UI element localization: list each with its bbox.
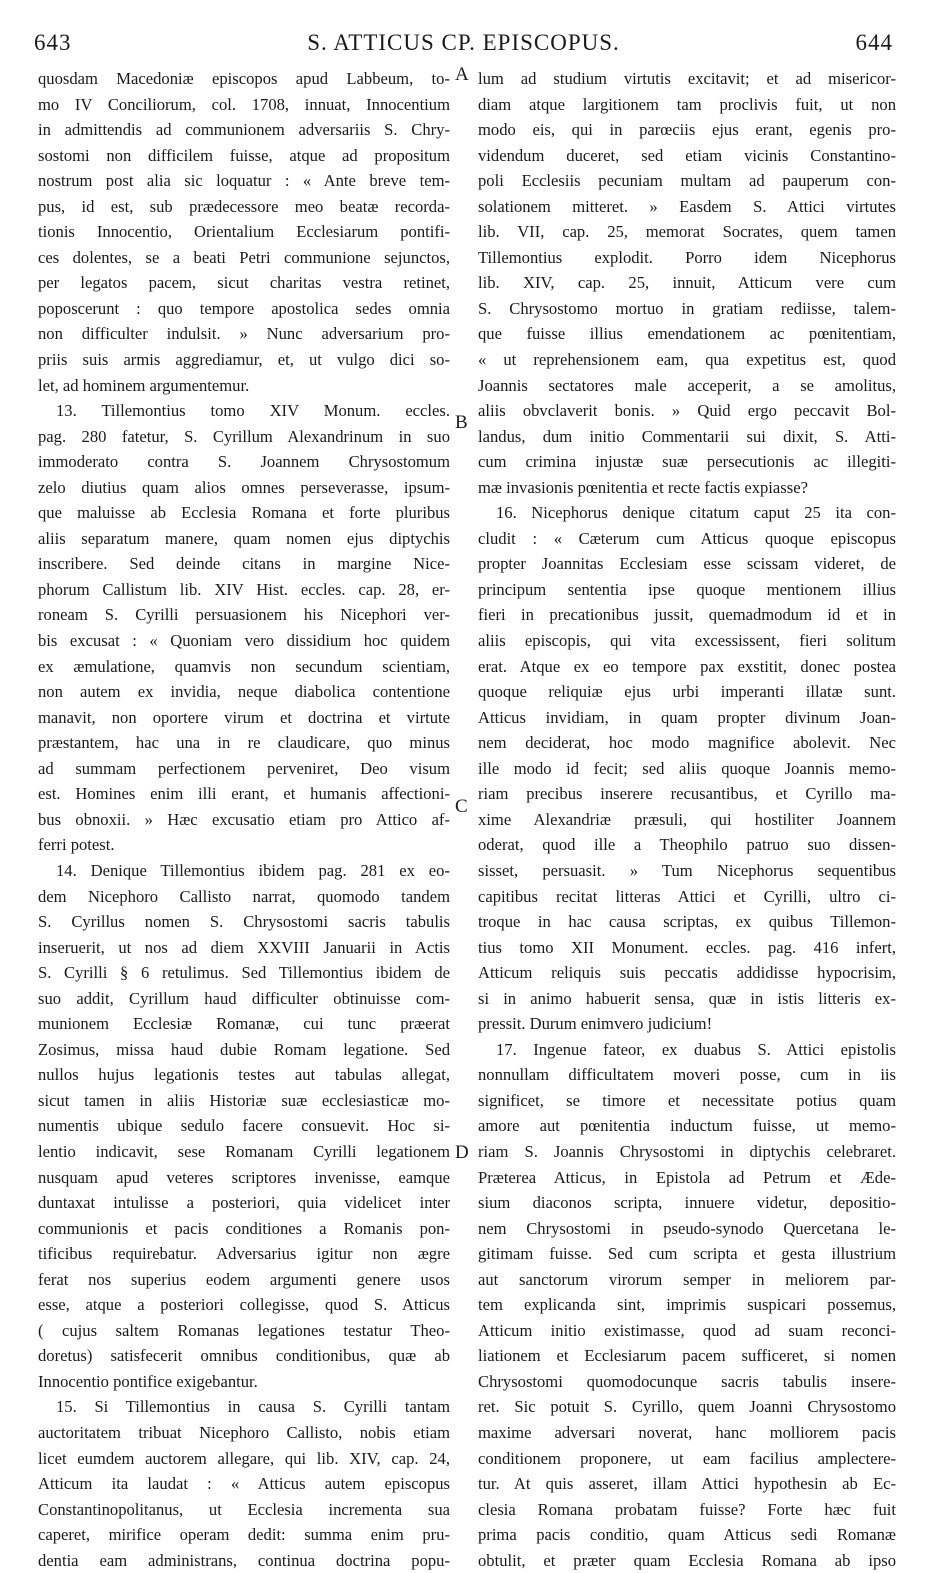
left-column-line: bus obnoxii. » Hæc excusatio etiam pro Attico af- xyxy=(38,809,450,829)
left-column-line: inscribere. Sed deinde citans in margine Nice- xyxy=(38,554,450,574)
right-column-line: clesia Romana probatam fuisse? Forte hæc fuit xyxy=(478,1499,896,1519)
right-column-line: solationem mitteret. » Easdem S. Attici virtutes xyxy=(478,196,896,216)
right-column-line: amore aut pœnitentia inductum fuisse, ut memo- xyxy=(478,1116,896,1136)
left-column-line: Zosimus, missa haud dubie Romam legatione. Sed xyxy=(38,1039,450,1059)
left-column-line: non autem ex invidia, neque diabolica contentione xyxy=(38,682,450,702)
left-column-line: ( cujus saltem Romanas legationes testatur Theo- xyxy=(38,1320,450,1340)
right-column-line: lum ad studium virtutis excitavit; et ad misericor- xyxy=(478,69,896,88)
left-column-line: nusquam apud veteres scriptores invenisse, eamque xyxy=(38,1167,450,1187)
left-column-line: ex æmulatione, quamvis non secundum scientiam, xyxy=(38,656,450,676)
left-column-line: ad summam perfectionem perveniret, Deo visum xyxy=(38,758,450,778)
right-column-line: si in animo habuerit sensa, quæ in istis litteris ex- xyxy=(478,988,896,1008)
left-column-line: lentio indicavit, sese Romanam Cyrilli legationem xyxy=(38,1141,450,1161)
right-text-column xyxy=(478,66,896,1573)
right-column-line: fieri in precationibus jussit, quemadmodum id et in xyxy=(478,605,896,625)
right-column-line: aliis obvclaverit bonis. » Quid ergo peccavit Bol- xyxy=(478,401,896,421)
right-column-line: nem Chrysostomi in pseudo-synodo Quercetana le- xyxy=(478,1218,896,1238)
right-column-line: propter Joannitas Ecclesiam esse scissam videret, de xyxy=(478,554,896,574)
right-column-line: erat. Atque ex eo tempore pax exstitit, donec postea xyxy=(478,656,896,676)
left-column-line: dentia eam administrans, continua doctrina popu- xyxy=(38,1550,450,1570)
left-text-column xyxy=(38,66,450,1573)
right-column-line: sium diaconos scripta, innuere videtur, depositio- xyxy=(478,1193,896,1213)
right-column-line: tem explicanda sint, imprimis suspicari possemus, xyxy=(478,1295,896,1315)
margin-marker-c: C xyxy=(455,796,468,817)
left-column-line: mo IV Conciliorum, col. 1708, innuat, Innocentium xyxy=(38,94,450,114)
left-column-line: esse, atque a posteriori collegisse, quod S. Atticus xyxy=(38,1295,450,1315)
right-column-line: Præterea Atticus, in Epistola ad Petrum et Æde- xyxy=(478,1167,896,1187)
left-column-line: aliis separatum manere, quam nomen ejus diptychis xyxy=(38,528,450,548)
right-column-line: poli Ecclesiis pecuniam multam ad pauperum con- xyxy=(478,171,896,191)
left-column-line: S. Cyrillus nomen S. Chrysostomi sacris tabulis xyxy=(38,912,450,932)
left-page-number: 643 xyxy=(34,30,72,55)
left-column-line: tionis Innocentio, Orientalium Ecclesiarum pontifi- xyxy=(38,222,450,242)
left-column-line: priis suis armis aggrediamur, et, ut vulgo dici so- xyxy=(38,350,450,370)
right-column-line: sisset, persuasit. » Tum Nicephorus sequentibus xyxy=(478,860,896,880)
right-column-line: lib. XIV, cap. 25, innuit, Atticum vere cum xyxy=(478,273,896,293)
right-column-line: Atticum initio existimasse, quod ad suam reconci- xyxy=(478,1320,896,1340)
right-column-line: diam atque largitionem tam proclivis fuit, ut non xyxy=(478,94,896,114)
left-column-line: duntaxat intulisse a posteriori, quia videlicet inter xyxy=(38,1193,450,1213)
right-column-line: maxime adversari noverat, hanc molliorem pacis xyxy=(478,1422,896,1442)
right-column-line: pressit. Durum enimvero judicium! xyxy=(478,1014,713,1034)
right-column-line: troque in hac causa scriptas, ex quibus Tillemon- xyxy=(478,912,896,932)
right-column-line: tius tomo XII Monument. eccles. pag. 416 infert, xyxy=(478,937,896,957)
left-column-line: sicut tamen in aliis Historiæ suæ ecclesiasticæ mo- xyxy=(38,1090,450,1110)
right-column-line: significet, se timore et necessitate potius quam xyxy=(478,1090,896,1110)
left-column-line: non difficulter indulsit. » Nunc adversarium pro- xyxy=(38,324,450,344)
left-column-line: S. Cyrilli § 6 retulimus. Sed Tillemontius ibidem de xyxy=(38,963,450,983)
right-column-line: que fuisse illius emendationem ac pœnitentiam, xyxy=(478,324,896,344)
right-column-line: videndum duceret, sed etiam vicinis Constantino- xyxy=(478,145,896,165)
right-column-line: conditionem proponere, ut eam facilius amplectere- xyxy=(478,1448,896,1468)
left-column-line: let, ad hominem argumentemur. xyxy=(38,375,250,395)
right-column-line: gitimam fuisse. Sed cum scripta et gesta illustrium xyxy=(478,1244,896,1264)
left-column-line: munionem Ecclesiæ Romanæ, cui tunc præerat xyxy=(38,1014,450,1034)
right-column-line: « ut reprehensionem eam, qua expetitus est, quod xyxy=(478,350,896,370)
left-column-line: pus, id est, sub prædecessore meo beatæ recorda- xyxy=(38,196,450,216)
right-column-line: principum sententia ipse quoque mentionem illius xyxy=(478,579,896,599)
left-column-line: Atticum ita laudat : « Atticus autem episcopus xyxy=(38,1474,450,1494)
running-title: S. ATTICUS CP. EPISCOPUS. xyxy=(307,30,620,55)
left-column-line: tificibus requirebatur. Adversarius igitur non ægre xyxy=(38,1244,450,1264)
left-column-line: 14. Denique Tillemontius ibidem pag. 281 ex eo- xyxy=(56,860,450,880)
right-column-line: nonnullam difficultatem moveri posse, cum in iis xyxy=(478,1065,896,1085)
left-column-line: auctoritatem tribuat Nicephoro Callisto, nobis etiam xyxy=(38,1422,450,1442)
left-column-line: phorum Callistum lib. XIV Hist. eccles. cap. 28, er- xyxy=(38,579,450,599)
right-column-line: quoque reliquiæ ejus urbi imperanti illatæ sunt. xyxy=(478,682,896,702)
left-column-line: poposcerunt : quo tempore apostolica sedes omnia xyxy=(38,298,450,318)
left-column-line: roneam S. Cyrilli persuasionem his Nicephori ver- xyxy=(38,605,450,625)
left-column-line: bis excusat : « Quoniam vero dissidium hoc quidem xyxy=(38,631,450,651)
left-column-line: ferri potest. xyxy=(38,835,115,855)
right-column-line: cludit : « Cæterum cum Atticus quoque episcopus xyxy=(478,528,896,548)
left-column-line: que maluisse ab Ecclesia Romana et forte pluribus xyxy=(38,503,450,523)
right-column-line: aut sanctorum virorum semper in meliorem par- xyxy=(478,1269,896,1289)
right-column-line: aliis episcopis, qui vita excessissent, fieri solitum xyxy=(478,631,896,651)
left-column-line: dem Nicephoro Callisto narrat, quomodo tandem xyxy=(38,886,450,906)
left-column-line: Constantinopolitanus, ut Ecclesia incrementa sua xyxy=(38,1499,450,1519)
left-column-line: doretus) satisfecerit omnibus conditionibus, quæ ab xyxy=(38,1346,450,1366)
right-column-line: prima pacis conditio, quam Atticus sedi Romanæ xyxy=(478,1525,896,1545)
left-column-line: 13. Tillemontius tomo XIV Monum. eccles. xyxy=(56,401,450,421)
right-column-line: nem deciderat, hoc modo magnifice abolevit. Nec xyxy=(478,733,896,753)
right-column-line: xime Alexandriæ præsuli, qui hostiliter Joannem xyxy=(478,809,896,829)
margin-marker-a: A xyxy=(455,64,469,85)
left-column-line: quosdam Macedoniæ episcopos apud Labbeum, to- xyxy=(38,69,450,88)
right-column-line: capitibus recitat litteras Attici et Cyrilli, ultro ci- xyxy=(478,886,896,906)
right-column-line: 17. Ingenue fateor, ex duabus S. Attici epistolis xyxy=(496,1039,896,1059)
left-column-line: per legatos pacem, sicut charitas vestra retinet, xyxy=(38,273,450,293)
right-column-line: S. Chrysostomo mortuo in gratiam rediisse, talem- xyxy=(478,298,896,318)
left-column-line: caperet, mirifice operam dedit: summa enim pru- xyxy=(38,1525,450,1545)
left-column-line: nostrum post alia sic loquatur : « Ante breve tem- xyxy=(38,171,450,191)
left-column-line: licet eumdem auctorem allegare, qui lib. XIV, cap. 24, xyxy=(38,1448,450,1468)
right-column-line: modo eis, qui in parœciis ejus erant, egenis pro- xyxy=(478,120,896,140)
right-column-line: mæ invasionis pœnitentia et recte factis expiasse? xyxy=(478,477,808,497)
left-column-line: numentis ubique sedulo facere consuevit. Hoc si- xyxy=(38,1116,450,1136)
left-column-line: communionis et pacis conditiones a Romanis pon- xyxy=(38,1218,450,1238)
left-column-line: suo addit, Cyrillum haud difficulter obtinuisse com- xyxy=(38,988,450,1008)
left-column-line: inseruerit, ut nos ad diem XXVIII Januarii in Actis xyxy=(38,937,450,957)
left-column-line: est. Homines enim illi erant, et humanis affectioni- xyxy=(38,784,450,804)
left-column-line: 15. Si Tillemontius in causa S. Cyrilli tantam xyxy=(56,1397,450,1417)
right-column-line: obtulit, et præter quam Ecclesia Romana ab ipso xyxy=(478,1550,896,1570)
left-column-line: præstantem, hac una in re claudicare, quo minus xyxy=(38,733,450,753)
left-column-line: sostomi non difficilem fuisse, atque ad propositum xyxy=(38,145,450,165)
right-column-line: landus, dum initio Commentarii sui dixit, S. Atti- xyxy=(478,426,896,446)
right-column-line: ret. Sic potuit S. Cyrillo, quem Joanni Chrysostomo xyxy=(478,1397,896,1417)
margin-marker-d: D xyxy=(455,1142,469,1163)
right-column-line: Atticum reliquis suis peccatis addidisse hypocrisim, xyxy=(478,963,896,983)
right-column-line: Atticus invidiam, in quam propter divinum Joan- xyxy=(478,707,896,727)
right-column-line: Joannis sectatores male acceperit, a se amolitus, xyxy=(478,375,896,395)
right-column-line: Tillemontius explodit. Porro idem Nicephorus xyxy=(478,247,896,267)
right-column-line: cum crimina injustæ suæ persecutionis ac illegiti- xyxy=(478,452,896,472)
right-column-line: ille modo id fecit; sed aliis quoque Joannis memo- xyxy=(478,758,896,778)
left-column-line: manavit, non oportere virum et doctrina et virtute xyxy=(38,707,450,727)
right-column-line: liationem et Ecclesiarum pacem sufficeret, si nomen xyxy=(478,1346,896,1366)
right-column-line: riam S. Joannis Chrysostomi in diptychis celebraret. xyxy=(478,1141,896,1161)
right-column-line: oderat, quod ille a Theophilo patruo suo dissen- xyxy=(478,835,896,855)
right-column-line: riam precibus inserere recusantibus, et Cyrillo ma- xyxy=(478,784,896,804)
left-column-line: zelo diutius quam alios omnes perseverasse, ipsum- xyxy=(38,477,450,497)
right-column-line: 16. Nicephorus denique citatum caput 25 ita con- xyxy=(496,503,896,523)
right-column-line: tur. At quis asseret, illam Attici hypothesin ab Ec- xyxy=(478,1474,896,1494)
left-column-line: ferat nos superius eodem argumenti genere usos xyxy=(38,1269,450,1289)
margin-marker-b: B xyxy=(455,412,468,433)
left-column-line: nullos hujus legationis testes aut tabulas allegat, xyxy=(38,1065,450,1085)
left-column-line: pag. 280 fatetur, S. Cyrillum Alexandrinum in suo xyxy=(38,426,450,446)
left-column-line: in admittendis ad communionem adversariis S. Chry- xyxy=(38,120,450,140)
right-page-number: 644 xyxy=(855,30,893,55)
right-column-line: Chrysostomi quomodocunque sacris tabulis insere- xyxy=(478,1371,896,1391)
right-column-line: lib. VII, cap. 25, memorat Socrates, quem tamen xyxy=(478,222,896,242)
left-column-line: Innocentio pontifice exigebantur. xyxy=(38,1371,258,1391)
left-column-line: ces dolentes, se a beati Petri communione sejunctos, xyxy=(38,247,450,267)
left-column-line: immoderato contra S. Joannem Chrysostomum xyxy=(38,452,450,472)
